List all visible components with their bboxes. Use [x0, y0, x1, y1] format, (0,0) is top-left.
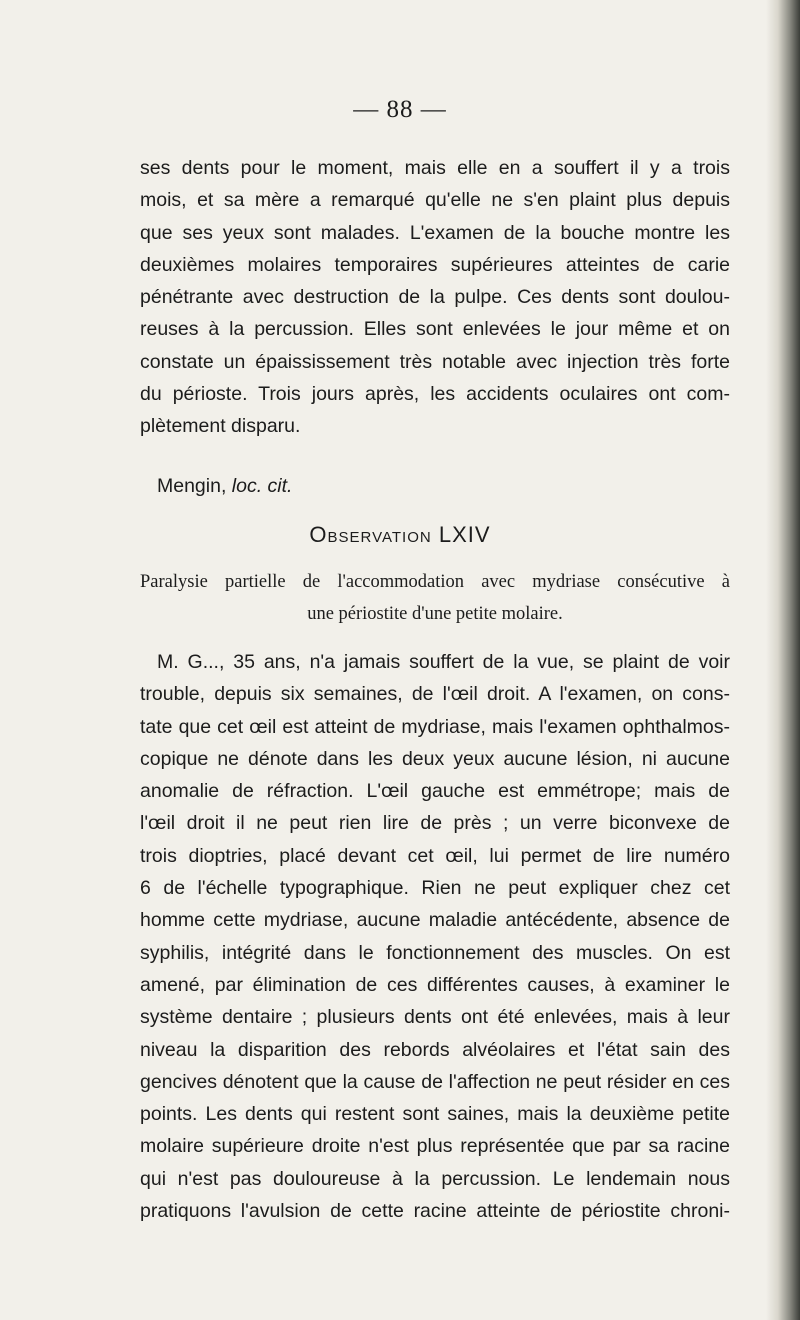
text-line: 6 de l'échelle typographique. Rien ne peut expliquer chez cet [140, 877, 730, 900]
page-number: — 88 — [353, 96, 447, 123]
text-line: syphilis, intégrité dans le fonctionnement des muscles. On est [140, 941, 730, 964]
text-line: anomalie de réfraction. L'œil gauche est emmétrope; mais de [140, 780, 730, 803]
citation [157, 475, 292, 498]
text-line: ses dents pour le moment, mais elle en a souffert il y a trois [140, 157, 730, 179]
text-line: trouble, depuis six semaines, de l'œil droit. A l'examen, on cons- [140, 683, 730, 706]
text-line: amené, par élimination de ces différentes causes, à examiner le [140, 973, 730, 996]
text-line: niveau la disparition des rebords alvéolaires et l'état sain des [140, 1038, 730, 1061]
text-line: pénétrante avec destruction de la pulpe. Ces dents sont doulou- [140, 286, 730, 309]
text-line: du périoste. Trois jours après, les accidents oculaires ont com- [140, 383, 730, 406]
subtitle-line: une périostite d'une petite molaire. [307, 604, 563, 625]
subtitle-line: Paralysie partielle de l'accommodation avec mydriase consécutive à [140, 572, 730, 592]
text-line: mois, et sa mère a remarqué qu'elle ne s'en plaint plus depuis [140, 189, 730, 212]
text-line: système dentaire ; plusieurs dents ont été enlevées, mais à leur [140, 1006, 730, 1029]
text-line: pratiquons l'avulsion de cette racine atteinte de périostite chroni- [140, 1200, 730, 1223]
text-line: deuxièmes molaires temporaires supérieures atteintes de carie [140, 253, 730, 276]
text-line: gencives dénotent que la cause de l'affection ne peut résider en ces [140, 1070, 730, 1093]
text-line: qui n'est pas douloureuse à la percussion. Le lendemain nous [140, 1167, 730, 1190]
text-line: M. G..., 35 ans, n'a jamais souffert de la vue, se plaint de voir [157, 651, 730, 673]
observation-label: Observation [309, 522, 432, 547]
paragraph-1 [140, 152, 730, 443]
text-line: plètement disparu. [140, 415, 301, 438]
observation-number: LXIV [438, 522, 491, 547]
text-line: molaire supérieure droite n'est plus représentée que par sa racine [140, 1135, 730, 1158]
text-line: constate un épaississement très notable avec injection très forte [140, 350, 730, 373]
paragraph-2 [140, 646, 730, 1227]
text-line: l'œil droit il ne peut rien lire de près ; un verre biconvexe de [140, 812, 730, 835]
text-line: points. Les dents qui restent sont saines, mais la deuxième petite [140, 1103, 730, 1126]
citation-ref: loc. cit. [231, 475, 293, 497]
text-line: copique ne dénote dans les deux yeux aucune lésion, ni aucune [140, 747, 730, 770]
citation-author: Mengin, [157, 475, 227, 497]
text-line: tate que cet œil est atteint de mydriase, mais l'examen ophthalmos- [140, 715, 730, 738]
page-edge-shadow [766, 0, 800, 1320]
text-line: trois dioptries, placé devant cet œil, lui permet de lire numéro [140, 844, 730, 867]
text-line: que ses yeux sont malades. L'examen de la bouche montre les [140, 221, 730, 244]
observation-heading [0, 522, 800, 548]
text-line: reuses à la percussion. Elles sont enlevées le jour même et on [140, 318, 730, 341]
observation-subtitle [140, 566, 730, 631]
text-line: homme cette mydriase, aucune maladie antécédente, absence de [140, 909, 730, 932]
